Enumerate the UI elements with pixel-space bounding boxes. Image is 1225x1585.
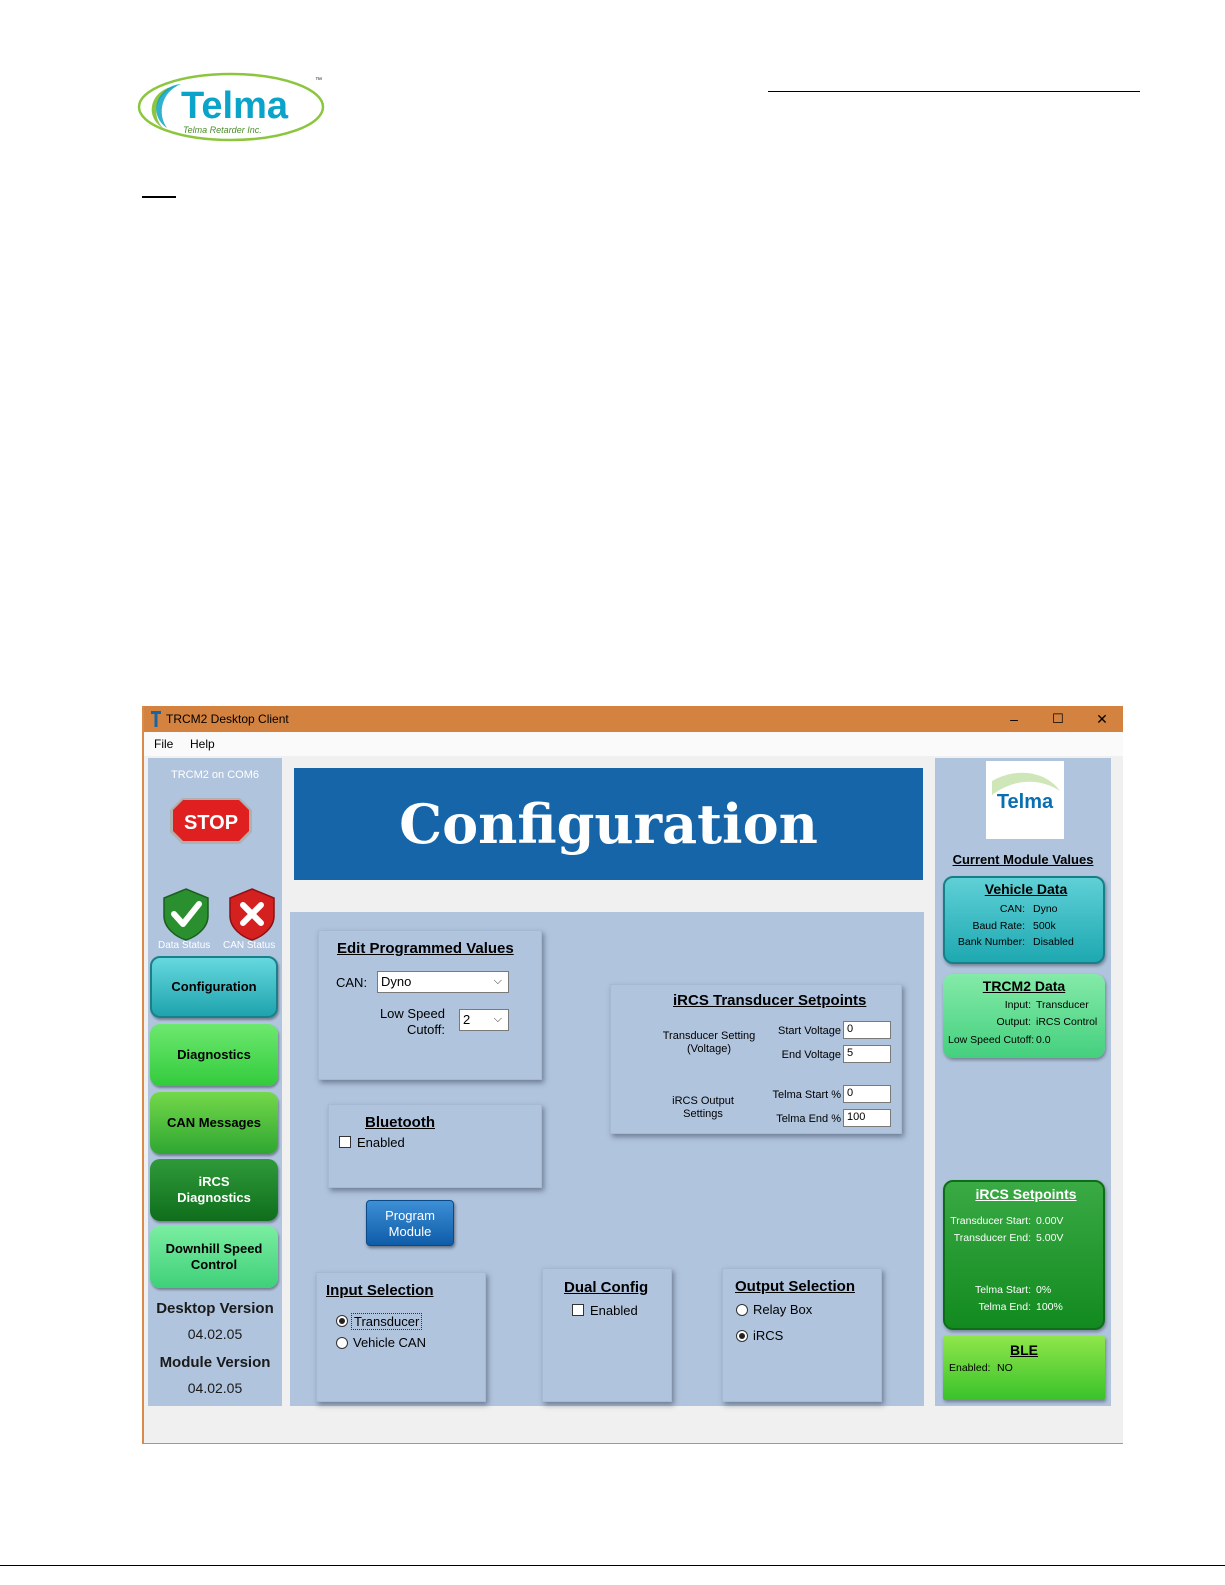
- trcm2-lsc-value: 0.0: [1036, 1034, 1051, 1046]
- dual-config-box: [542, 1268, 672, 1402]
- svg-text:Telma: Telma: [181, 85, 289, 127]
- dual-config-enabled-checkbox[interactable]: [572, 1304, 584, 1316]
- can-select[interactable]: [377, 971, 509, 993]
- desktop-version-value: 04.02.05: [187, 1326, 243, 1342]
- nav-diagnostics[interactable]: [150, 1024, 278, 1086]
- end-voltage-label: End Voltage: [781, 1049, 841, 1061]
- trcm2-data-card: [943, 974, 1105, 1058]
- left-panel: [148, 758, 282, 1406]
- output-selection-box: [722, 1268, 882, 1402]
- trcm2-output-value: iRCS Control: [1036, 1016, 1098, 1028]
- ircs-transducer-end-value: 5.00V: [1036, 1232, 1064, 1244]
- program-module-line2: Module: [388, 1224, 432, 1239]
- module-version-value: 04.02.05: [187, 1380, 243, 1396]
- nav-configuration-label: Configuration: [171, 979, 257, 994]
- minimize-button[interactable]: –: [1010, 711, 1018, 727]
- ble-enabled-label: Enabled:: [949, 1362, 991, 1374]
- nav-downhill-line2: Control: [190, 1257, 238, 1272]
- trcm2-data-title: TRCM2 Data: [982, 978, 1066, 994]
- trcm2-lsc-label: Low Speed Cutoff:: [948, 1034, 1035, 1046]
- telma-logo-small: [986, 761, 1064, 839]
- vehicle-bank-value: Disabled: [1033, 936, 1074, 948]
- input-selection-title: Input Selection: [326, 1282, 434, 1299]
- low-speed-cutoff-value: 2: [463, 1012, 471, 1027]
- telma-start-input[interactable]: 0: [843, 1085, 891, 1103]
- start-voltage-input[interactable]: 0: [843, 1021, 891, 1039]
- transducer-setting-label-2: (Voltage): [686, 1043, 732, 1055]
- header-rule: [768, 91, 1140, 92]
- nav-downhill-line1: Downhill Speed: [165, 1241, 263, 1256]
- desktop-version-label: Desktop Version: [156, 1300, 274, 1317]
- ircs-telma-start-label: Telma Start:: [974, 1284, 1031, 1296]
- ircs-telma-start-value: 0%: [1036, 1284, 1052, 1296]
- connection-status: TRCM2 on COM6: [170, 769, 260, 781]
- input-transducer-label: Transducer: [351, 1313, 422, 1330]
- edit-programmed-values-box: [318, 930, 542, 1080]
- module-version-label: Module Version: [159, 1354, 271, 1371]
- menu-bar: [144, 732, 1123, 756]
- vehicle-baud-value: 500k: [1033, 920, 1056, 932]
- can-select-value: Dyno: [381, 974, 412, 989]
- vehicle-bank-label: Bank Number:: [957, 936, 1025, 948]
- ircs-telma-end-value: 100%: [1036, 1301, 1063, 1313]
- footer-rule: [0, 1565, 1225, 1566]
- bluetooth-title: Bluetooth: [365, 1114, 435, 1131]
- right-panel: [935, 758, 1111, 1406]
- output-ircs-radio[interactable]: [736, 1330, 748, 1342]
- page-title: Configuration: [399, 792, 818, 856]
- maximize-button[interactable]: ☐: [1052, 711, 1064, 726]
- ble-card: [943, 1336, 1105, 1400]
- nav-diagnostics-label: Diagnostics: [177, 1047, 251, 1062]
- vehicle-data-title: Vehicle Data: [984, 881, 1068, 897]
- trcm2-input-label: Input:: [1004, 999, 1031, 1011]
- bluetooth-enabled-checkbox[interactable]: [339, 1136, 351, 1148]
- program-module-line1: Program: [385, 1208, 435, 1223]
- program-module-button[interactable]: [366, 1200, 454, 1246]
- window-title: TRCM2 Desktop Client: [166, 712, 289, 726]
- nav-can-messages[interactable]: [150, 1092, 278, 1154]
- ircs-setpoints-card-title: iRCS Setpoints: [975, 1186, 1077, 1202]
- trcm2-output-label: Output:: [996, 1016, 1031, 1028]
- data-status-label: Data Status: [158, 940, 211, 951]
- page-title-banner: [294, 768, 923, 880]
- telma-logo: [137, 72, 327, 142]
- app-icon: [151, 711, 161, 727]
- close-button[interactable]: ✕: [1096, 711, 1108, 727]
- ircs-transducer-start-label: Transducer Start:: [950, 1215, 1031, 1227]
- heading-underline: [142, 196, 176, 198]
- svg-text:Telma Retarder Inc.: Telma Retarder Inc.: [183, 125, 262, 135]
- ircs-transducer-setpoints-box: [610, 984, 902, 1134]
- output-relay-box-label: Relay Box: [753, 1302, 813, 1317]
- output-selection-title: Output Selection: [735, 1278, 855, 1295]
- stop-button[interactable]: [168, 796, 254, 846]
- vehicle-data-card: [943, 876, 1105, 964]
- end-voltage-input[interactable]: 5: [843, 1045, 891, 1063]
- can-status-label: CAN Status: [223, 940, 276, 951]
- output-ircs-label: iRCS: [753, 1328, 784, 1343]
- chevron-down-icon: ⌵: [493, 975, 502, 987]
- ircs-setpoints-title: iRCS Transducer Setpoints: [673, 992, 867, 1009]
- current-module-values-title: Current Module Values: [952, 852, 1094, 867]
- ircs-telma-end-label: Telma End:: [978, 1301, 1031, 1313]
- vehicle-can-label: CAN:: [999, 903, 1025, 915]
- low-speed-cutoff-select[interactable]: [459, 1009, 509, 1031]
- chevron-down-icon: ⌵: [493, 1013, 502, 1025]
- output-relay-box-radio[interactable]: [736, 1304, 748, 1316]
- nav-ircs-diagnostics[interactable]: [150, 1159, 278, 1221]
- center-panel: [290, 912, 924, 1406]
- data-status-check-icon: [158, 886, 214, 942]
- can-status-x-icon: [224, 886, 280, 942]
- ircs-transducer-start-value: 0.00V: [1036, 1215, 1064, 1227]
- svg-text:Telma: Telma: [996, 791, 1054, 813]
- ircs-transducer-end-label: Transducer End:: [953, 1232, 1031, 1244]
- vehicle-can-value: Dyno: [1033, 903, 1058, 915]
- ble-title: BLE: [1010, 1342, 1038, 1358]
- bluetooth-box: [328, 1104, 542, 1188]
- ircs-output-label-1: iRCS Output: [672, 1095, 734, 1107]
- stop-label: STOP: [183, 812, 239, 834]
- telma-end-input[interactable]: 100: [843, 1109, 891, 1127]
- input-transducer-radio[interactable]: [336, 1315, 348, 1327]
- nav-configuration[interactable]: [150, 956, 278, 1018]
- dual-config-enabled-label: Enabled: [590, 1303, 638, 1318]
- vehicle-baud-label: Baud Rate:: [972, 920, 1025, 932]
- trcm2-input-value: Transducer: [1036, 999, 1089, 1011]
- title-bar[interactable]: [144, 706, 1123, 732]
- telma-start-label: Telma Start %: [772, 1089, 841, 1101]
- low-speed-label-1: Low Speed: [379, 1006, 445, 1021]
- ble-enabled-value: NO: [997, 1362, 1013, 1374]
- menu-help[interactable]: Help: [190, 737, 215, 751]
- transducer-setting-label-1: Transducer Setting: [662, 1030, 756, 1042]
- nav-downhill-speed-control[interactable]: [150, 1226, 278, 1288]
- input-vehicle-can-radio[interactable]: [336, 1337, 348, 1349]
- app-window: [142, 706, 1123, 1444]
- svg-text:™: ™: [315, 77, 322, 84]
- dual-config-title: Dual Config: [564, 1279, 649, 1296]
- ircs-setpoints-card: [943, 1180, 1105, 1330]
- edit-programmed-values-title: Edit Programmed Values: [337, 940, 514, 957]
- start-voltage-label: Start Voltage: [778, 1025, 841, 1037]
- can-label: CAN:: [336, 975, 368, 990]
- ircs-output-label-2: Settings: [683, 1108, 723, 1120]
- low-speed-label-2: Cutoff:: [406, 1022, 445, 1037]
- bluetooth-enabled-label: Enabled: [357, 1135, 405, 1150]
- nav-ircs-diagnostics-line2: Diagnostics: [177, 1190, 251, 1205]
- input-selection-box: [316, 1272, 486, 1402]
- telma-end-label: Telma End %: [776, 1113, 841, 1125]
- input-vehicle-can-label: Vehicle CAN: [353, 1335, 426, 1350]
- nav-ircs-diagnostics-line1: iRCS: [198, 1174, 230, 1189]
- nav-can-messages-label: CAN Messages: [167, 1115, 261, 1130]
- menu-file[interactable]: File: [154, 737, 174, 751]
